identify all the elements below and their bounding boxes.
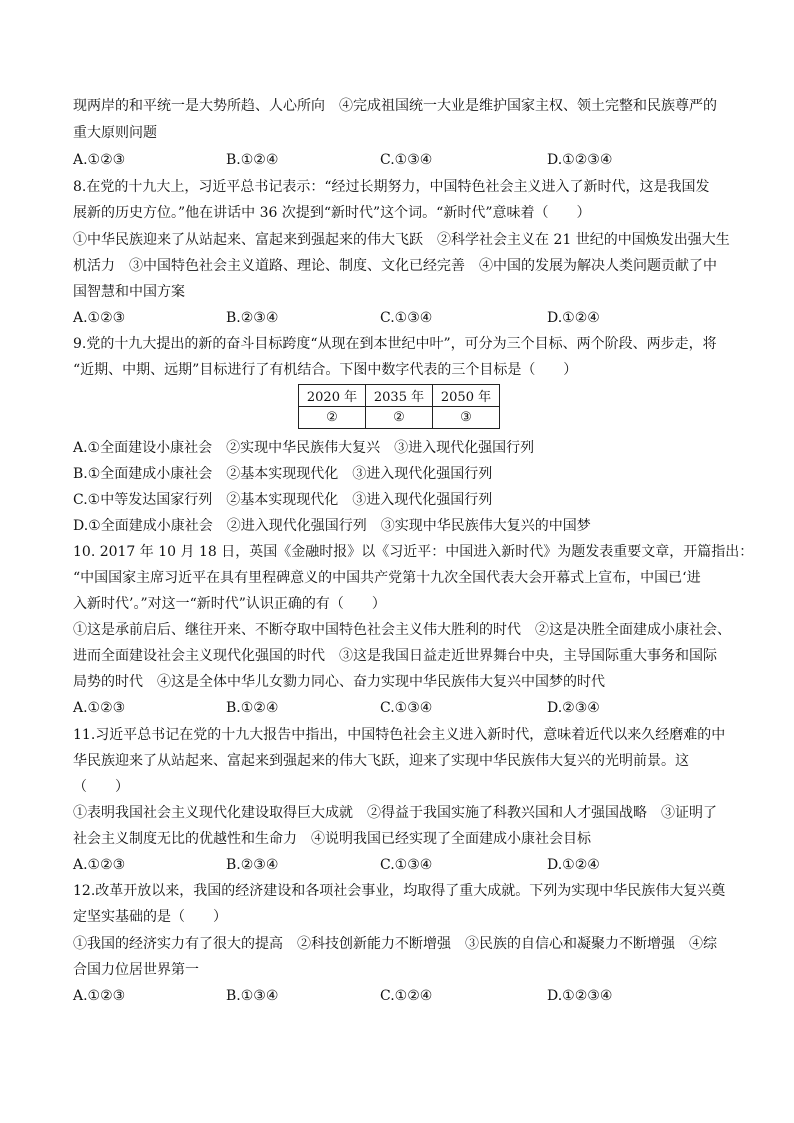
q9-stem-line: 9.党的十九大提出的新的奋斗目标跨度“从现在到本世纪中叶”，可分为三个目标、两个阶段、两步走，将 bbox=[73, 336, 717, 352]
q8-statement-line: 机活力 ③中国特色社会主义道路、理论、制度、文化已经完善 ④中国的发展为解决人类问题贡献了中 bbox=[73, 258, 717, 274]
q12-options bbox=[73, 986, 733, 1006]
table-header-cell: 2035 年 bbox=[366, 385, 433, 407]
q12-stem-line: 12.改革开放以来，我国的经济建设和各项社会事业，均取得了重大成就。下列为实现中华民族伟大复兴奠 bbox=[73, 883, 726, 899]
q8-stem-line: 展新的历史方位。”他在讲话中 36 次提到“新时代”这个词。“新时代”意味着（ ） bbox=[73, 205, 591, 221]
table-header-row bbox=[299, 385, 500, 407]
option-c: C.①②④ bbox=[380, 988, 433, 1004]
q7-options bbox=[73, 150, 733, 170]
q10-stem-line: 入新时代’。”对这一“新时代”认识正确的有（ ） bbox=[73, 596, 386, 612]
option-a: A.①②③ bbox=[73, 988, 126, 1004]
table-cell: ② bbox=[299, 407, 366, 429]
option-a: A.①②③ bbox=[73, 310, 126, 326]
q8-stem-line: 8.在党的十九大上，习近平总书记表示：“经过长期努力，中国特色社会主义进入了新时代，这是我国发 bbox=[73, 179, 710, 195]
option-b: B.②③④ bbox=[226, 310, 279, 326]
q11-statement-line: ①表明我国社会主义现代化建设取得巨大成就 ②得益于我国实施了科教兴国和人才强国战略 ③证明了 bbox=[73, 805, 717, 821]
q11-stem-line: 11.习近平总书记在党的十九大报告中指出，中国特色社会主义进入新时代，意味着近代以来久经磨难的中 bbox=[73, 727, 726, 743]
q8-statement-line: 国智慧和中国方案 bbox=[73, 284, 185, 300]
table-cell: ② bbox=[366, 407, 433, 429]
q11-statement-line: 社会主义制度无比的优越性和生命力 ④说明我国已经实现了全面建成小康社会目标 bbox=[73, 831, 591, 847]
q8-options bbox=[73, 308, 733, 328]
q9-option-d: D.①全面建成小康社会 ②进入现代化强国行列 ③实现中华民族伟大复兴的中国梦 bbox=[73, 518, 591, 534]
q7-text-line: 重大原则问题 bbox=[73, 125, 157, 141]
q12-statement-line: 合国力位居世界第一 bbox=[73, 962, 199, 978]
q7-text-line: 现两岸的和平统一是大势所趋、人心所向 ④完成祖国统一大业是维护国家主权、领土完整和民族尊严的 bbox=[73, 98, 717, 114]
q10-options bbox=[73, 698, 733, 718]
option-c: C.①③④ bbox=[380, 152, 433, 168]
q10-statement-line: ①这是承前启后、继往开来、不断夺取中国特色社会主义伟大胜利的时代 ②这是决胜全面建成小康社会、 bbox=[73, 622, 731, 638]
q9-option-c: C.①中等发达国家行列 ②基本实现现代化 ③进入现代化强国行列 bbox=[73, 492, 493, 508]
option-b: B.②③④ bbox=[226, 857, 279, 873]
option-d: D.②③④ bbox=[547, 700, 600, 716]
option-c: C.①③④ bbox=[380, 310, 433, 326]
q11-options bbox=[73, 855, 733, 875]
option-b: B.①③④ bbox=[226, 988, 279, 1004]
option-a: A.①②③ bbox=[73, 700, 126, 716]
option-d: D.①②③④ bbox=[547, 152, 613, 168]
option-c: C.①③④ bbox=[380, 857, 433, 873]
q9-option-b: B.①全面建成小康社会 ②基本实现现代化 ③进入现代化强国行列 bbox=[73, 466, 493, 482]
q9-option-a: A.①全面建设小康社会 ②实现中华民族伟大复兴 ③进入现代化强国行列 bbox=[73, 440, 535, 456]
table-header-cell: 2020 年 bbox=[299, 385, 366, 407]
q12-stem-line: 定坚实基础的是（ ） bbox=[73, 909, 227, 925]
option-a: A.①②③ bbox=[73, 857, 126, 873]
option-c: C.①③④ bbox=[380, 700, 433, 716]
q10-statement-line: 局势的时代 ④这是全体中华儿女勠力同心、奋力实现中华民族伟大复兴中国梦的时代 bbox=[73, 674, 605, 690]
q12-statement-line: ①我国的经济实力有了很大的提高 ②科技创新能力不断增强 ③民族的自信心和凝聚力不断增强 ④综 bbox=[73, 936, 717, 952]
q10-stem-line: 10. 2017 年 10 月 18 日，英国《金融时报》以《习近平：中国进入新时代》为题发表重要文章，开篇指出： bbox=[73, 544, 754, 560]
q11-stem-line: 华民族迎来了从站起来、富起来到强起来的伟大飞跃，迎来了实现中华民族伟大复兴的光明前景。这 bbox=[73, 753, 689, 769]
table-header-cell: 2050 年 bbox=[433, 385, 500, 407]
table-row bbox=[299, 407, 500, 429]
table-cell: ③ bbox=[433, 407, 500, 429]
goals-table bbox=[298, 384, 500, 429]
option-d: D.①②④ bbox=[547, 857, 600, 873]
q10-statement-line: 进而全面建设社会主义现代化强国的时代 ③这是我国日益走近世界舞台中央，主导国际重大事务和国际 bbox=[73, 648, 717, 664]
q8-statement-line: ①中华民族迎来了从站起来、富起来到强起来的伟大飞跃 ②科学社会主义在 21 世纪的中国焕发出强大生 bbox=[73, 232, 730, 248]
q10-stem-line: “中国国家主席习近平在具有里程碑意义的中国共产党第十九次全国代表大会开幕式上宣布，中国已‘进 bbox=[73, 570, 701, 586]
option-b: B.①②④ bbox=[226, 700, 279, 716]
option-d: D.①②④ bbox=[547, 310, 600, 326]
option-d: D.①②③④ bbox=[547, 988, 613, 1004]
option-b: B.①②④ bbox=[226, 152, 279, 168]
option-a: A.①②③ bbox=[73, 152, 126, 168]
q9-stem-line: “近期、中期、远期”目标进行了有机结合。下图中数字代表的三个目标是（ ） bbox=[73, 362, 578, 378]
q11-stem-line: （ ） bbox=[73, 779, 129, 795]
